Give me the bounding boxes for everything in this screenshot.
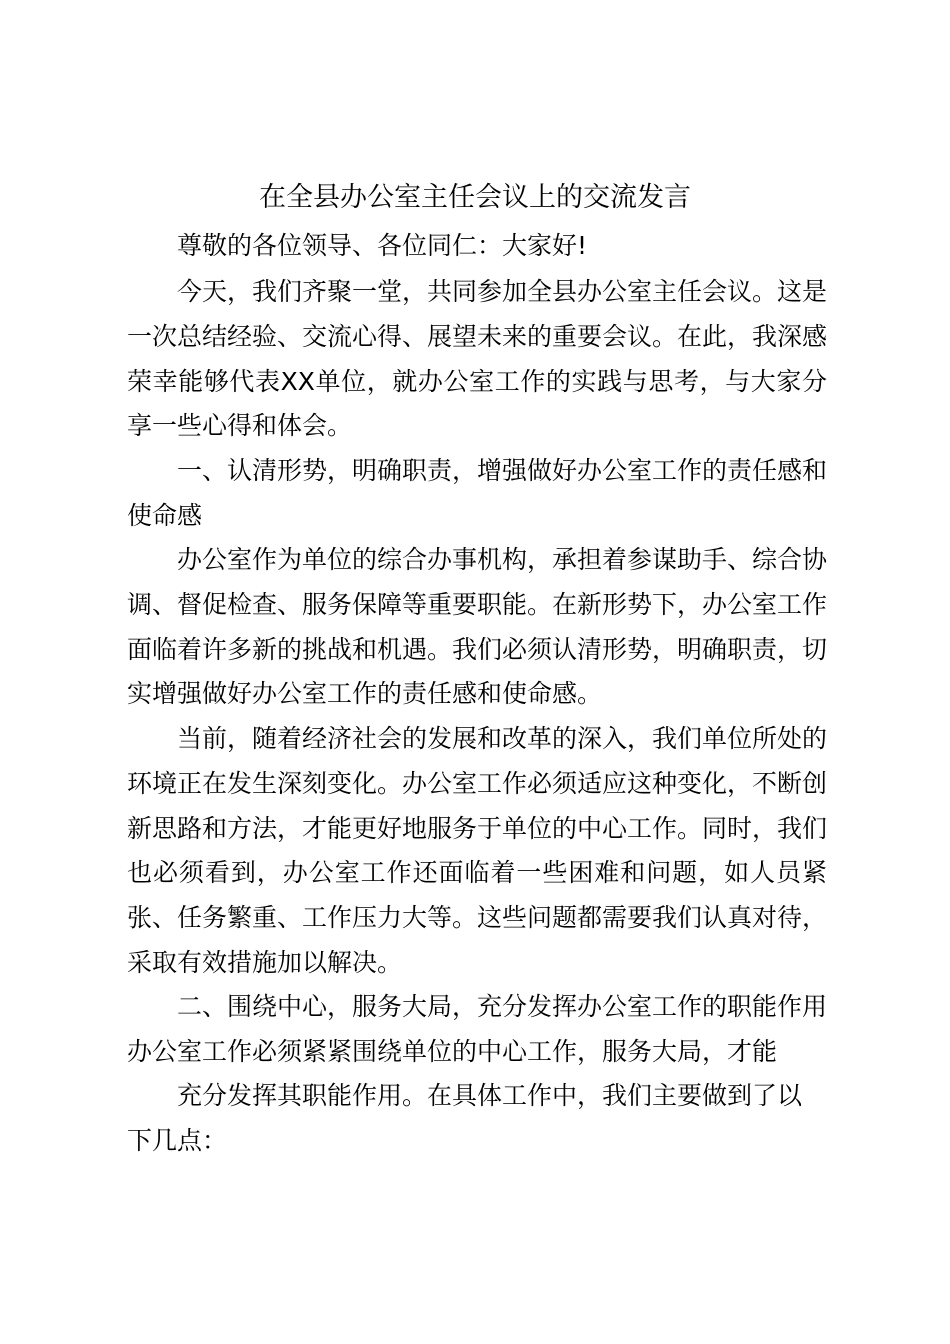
body-paragraph-1: 办公室作为单位的综合办事机构，承担着参谋助手、综合协调、督促检查、服务保障等重要职能。在新形势下，办公室工作面临着许多新的挑战和机遇。我们必须认清形势，明确职责，切实增强做好办公室工作的责任感和使命感。 bbox=[127, 545, 828, 709]
document-title: 在全县办公室主任会议上的交流发言 bbox=[259, 182, 691, 213]
greeting-paragraph: 尊敬的各位领导、各位同仁：大家好! bbox=[177, 231, 588, 260]
section-heading-1: 一、认清形势，明确职责，增强做好办公室工作的责任感和使命感 bbox=[127, 456, 828, 530]
body-paragraph-3-line-1: 充分发挥其职能作用。在具体工作中，我们主要做到了以 bbox=[177, 1081, 803, 1110]
body-paragraph-2: 当前，随着经济社会的发展和改革的深入，我们单位所处的环境正在发生深刻变化。办公室工作必须适应这种变化，不断创新思路和方法，才能更好地服务于单位的中心工作。同时，我们也必须看到，办公室工作还面临着一些困难和问题，如人员紧张、任务繁重、工作压力大等。这些问题都需要我们认真对待，采取有效措施加以解决。 bbox=[127, 724, 828, 977]
body-paragraph-3-line-2: 下几点： bbox=[127, 1126, 228, 1155]
section-heading-2: 二、围绕中心，服务大局，充分发挥办公室工作的职能作用办公室工作必须紧紧围绕单位的中心工作，服务大局，才能 bbox=[127, 992, 828, 1066]
intro-paragraph: 今天，我们齐聚一堂，共同参加全县办公室主任会议。这是一次总结经验、交流心得、展望未来的重要会议。在此，我深感荣幸能够代表XX单位，就办公室工作的实践与思考，与大家分享一些心得和体会。 bbox=[127, 277, 828, 441]
